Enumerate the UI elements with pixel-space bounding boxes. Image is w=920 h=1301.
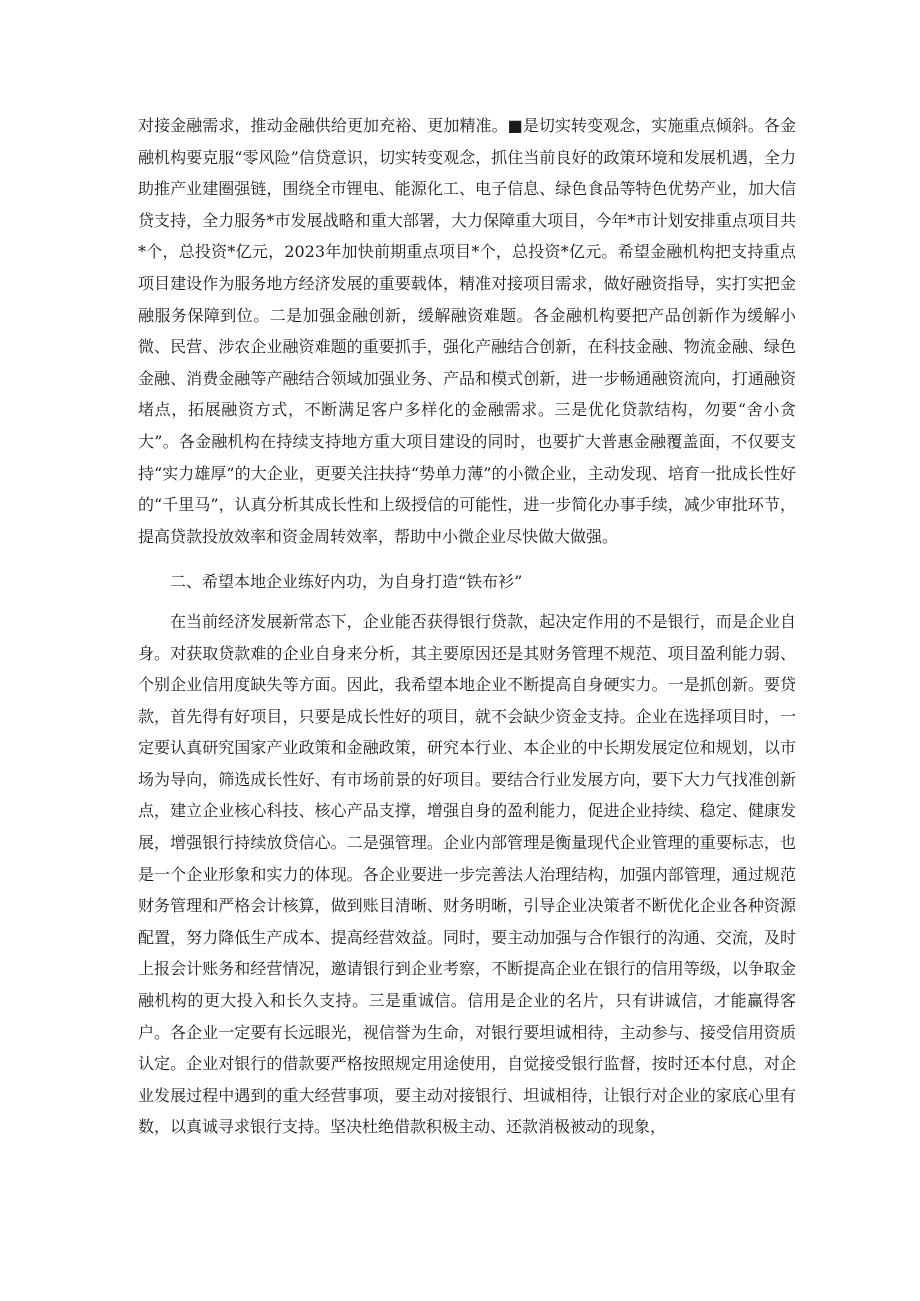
body-paragraph-2: 在当前经济发展新常态下，企业能否获得银行贷款，起决定作用的不是银行，而是企业自身。对获取贷款难的企业自身来分析，其主要原因还是其财务管理不规范、项目盈利能力弱、个别企业信用度缺失等方面。因此，我希望本地企业不断提高自身硬实力。一是抓创新。要贷款，首先得有好项目，只要是成长性好的项目，就不会缺少资金支持。企业在选择项目时，一定要认真研究国家产业政策和金融政策，研究本行业、本企业的中长期发展定位和规划，以市场为导向，筛选成长性好、有市场前景的好项目。要结合行业发展方向，要下大力气找准创新点，建立企业核心科技、核心产品支撑，增强自身的盈利能力，促进企业持续、稳定、健康发展，增强银行持续放贷信心。二是强管理。企业内部管理是衡量现代企业管理的重要标志，也是一个企业形象和实力的体现。各企业要进一步完善法人治理结构，加强内部管理，通过规范财务管理和严格会计核算，做到账目清晰、财务明晰，引导企业决策者不断优化企业各种资源配置，努力降低生产成本、提高经营效益。同时，要主动加强与合作银行的沟通、交流，及时上报会计账务和经营情况，邀请银行到企业考察，不断提高企业在银行的信用等级，以争取金融机构的更大投入和长久支持。三是重诚信。信用是企业的名片，只有讲诚信，才能赢得客户。各企业一定要有长远眼光，视信誉为生命，对银行要坦诚相待，主动参与、接受信用资质认定。企业对银行的借款要严格按照规定用途使用，自觉接受银行监督，按时还本付息，对企业发展过程中遇到的重大经营事项，要主动对接银行、坦诚相待，让银行对企业的家底心里有数，以真诚寻求银行支持。坚决杜绝借款积极主动、还款消极被动的现象， bbox=[138, 611, 796, 1137]
section-heading: 二、希望本地企业练好内功，为自身打造“铁布衫” bbox=[170, 572, 523, 592]
body-paragraph-1: 对接金融需求，推动金融供给更加充裕、更加精准。■是切实转变观念，实施重点倾斜。各金融机构要克服“零风险”信贷意识，切实转变观念，抓住当前良好的政策环境和发展机遇，全力助推产业建圈强链，围绕全市锂电、能源化工、电子信息、绿色食品等特色优势产业，加大信贷支持，全力服务*市发展战略和重大部署，大力保障重大项目，今年*市计划安排重点项目共*个，总投资*亿元，2023年加快前期重点项目*个，总投资*亿元。希望金融机构把支持重点项目建设作为服务地方经济发展的重要载体，精准对接项目需求，做好融资指导，实打实把金融服务保障到位。二是加强金融创新，缓解融资难题。各金融机构要把产品创新作为缓解小微、民营、涉农企业融资难题的重要抓手，强化产融结合创新，在科技金融、物流金融、绿色金融、消费金融等产融结合领域加强业务、产品和模式创新，进一步畅通融资流向，打通融资堵点，拓展融资方式，不断满足客户多样化的金融需求。三是优化贷款结构，勿要“舍小贪大”。各金融机构在持续支持地方重大项目建设的同时，也要扩大普惠金融覆盖面，不仅要支持“实力雄厚”的大企业，更要关注扶持“势单力薄”的小微企业，主动发现、培育一批成长性好的“千里马”，认真分析其成长性和上级授信的可能性，进一步简化办事手续，减少审批环节，提高贷款投放效率和资金周转效率，帮助中小微企业尽快做大做强。 bbox=[138, 116, 796, 546]
paragraph-spacer bbox=[138, 552, 796, 562]
document-page bbox=[138, 110, 796, 1143]
